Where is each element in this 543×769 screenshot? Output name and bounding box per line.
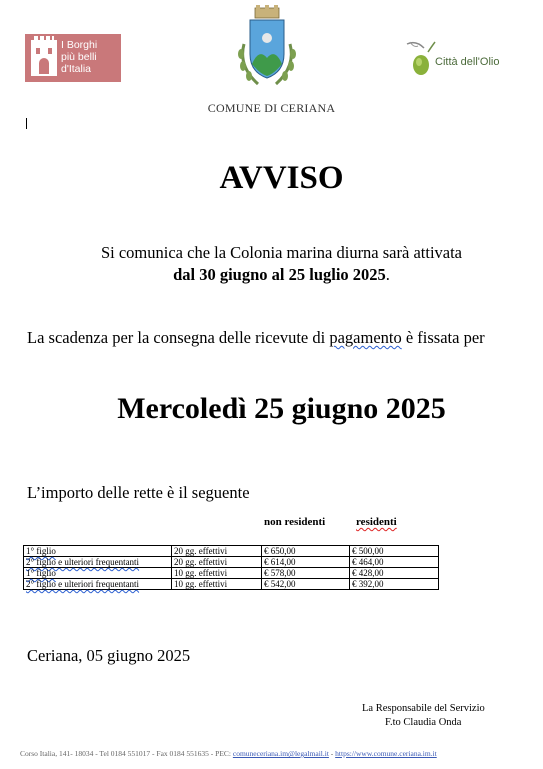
footer-address: Corso Italia, 141- 18034 - Tel 0184 551017 - Fax 0184 551635 - PEC: (20, 749, 233, 758)
table-row (24, 568, 439, 579)
table-row (24, 557, 439, 568)
footer-contacts (20, 749, 437, 758)
footer-website-link[interactable]: https://www.comune.ceriana.im.it (335, 749, 437, 758)
table-cell-resident: € 428,00 (350, 568, 439, 579)
olive-branch-icon (404, 38, 436, 78)
colonia-dates: dal 30 giugno al 25 luglio 2025 (173, 265, 386, 284)
borghi-line-1: I Borghi (61, 39, 98, 51)
notice-title: AVVISO (219, 160, 344, 196)
table-cell-non-resident: € 614,00 (262, 557, 350, 568)
row-who-text: 1° figlio (26, 546, 56, 556)
col-header-non-resident: non residenti (264, 516, 326, 528)
borghi-tower-icon (31, 40, 57, 76)
comune-heading: COMUNE DI CERIANA (207, 101, 336, 115)
table-cell-who (24, 557, 172, 568)
table-row (24, 579, 439, 590)
row-who-text: 1° figlio (26, 568, 56, 578)
deadline-paragraph (27, 327, 535, 349)
fees-intro: L’importo delle rette è il seguente (27, 483, 250, 502)
borghi-line-2: più belli (61, 51, 97, 63)
deadline-text-after: è fissata per (401, 328, 485, 347)
deadline-text-before: La scadenza per la consegna delle ricevute di (27, 328, 330, 347)
table-cell-resident: € 500,00 (350, 546, 439, 557)
fees-table (23, 545, 439, 590)
deadline-highlight-word: pagamento (329, 328, 402, 347)
intro-period: . (385, 265, 390, 284)
table-cell-who (24, 546, 172, 557)
table-cell-period: 10 gg. effettivi (172, 579, 262, 590)
table-cell-resident: € 464,00 (350, 557, 439, 568)
signature-role: La Responsabile del Servizio (362, 703, 485, 714)
row-who-text: 2° figlio e ulteriori frequentanti (26, 557, 140, 567)
borghi-logo (25, 34, 121, 82)
col-header-resident: residenti (356, 516, 397, 528)
table-cell-non-resident: € 542,00 (262, 579, 350, 590)
footer-pec-link[interactable]: comuneceriana.im@legalmail.it (232, 749, 329, 758)
citta-olio-name: Città dell'Olio (435, 56, 500, 68)
table-cell-non-resident: € 650,00 (262, 546, 350, 557)
table-cell-period: 20 gg. effettivi (172, 557, 262, 568)
text-cursor (26, 118, 27, 129)
table-cell-period: 10 gg. effettivi (172, 568, 262, 579)
intro-line-1: Si comunica che la Colonia marina diurna sarà attivata (100, 243, 463, 262)
table-row (24, 546, 439, 557)
municipal-crest-icon (234, 4, 300, 90)
table-cell-who (24, 579, 172, 590)
table-cell-period: 20 gg. effettivi (172, 546, 262, 557)
intro-line-2 (0, 265, 543, 285)
place-date: Ceriana, 05 giugno 2025 (27, 646, 191, 665)
citta-olio-logo (404, 38, 514, 78)
deadline-date: Mercoledì 25 giugno 2025 (117, 392, 446, 425)
row-who-text: 2° figlio e ulteriori frequentanti (26, 579, 140, 589)
borghi-line-3: d'Italia (61, 63, 92, 75)
signature-name: F.to Claudia Onda (385, 717, 462, 728)
table-cell-non-resident: € 578,00 (262, 568, 350, 579)
table-cell-resident: € 392,00 (350, 579, 439, 590)
table-cell-who (24, 568, 172, 579)
footer-separator: - (328, 749, 336, 758)
borghi-logo-text (61, 39, 97, 75)
